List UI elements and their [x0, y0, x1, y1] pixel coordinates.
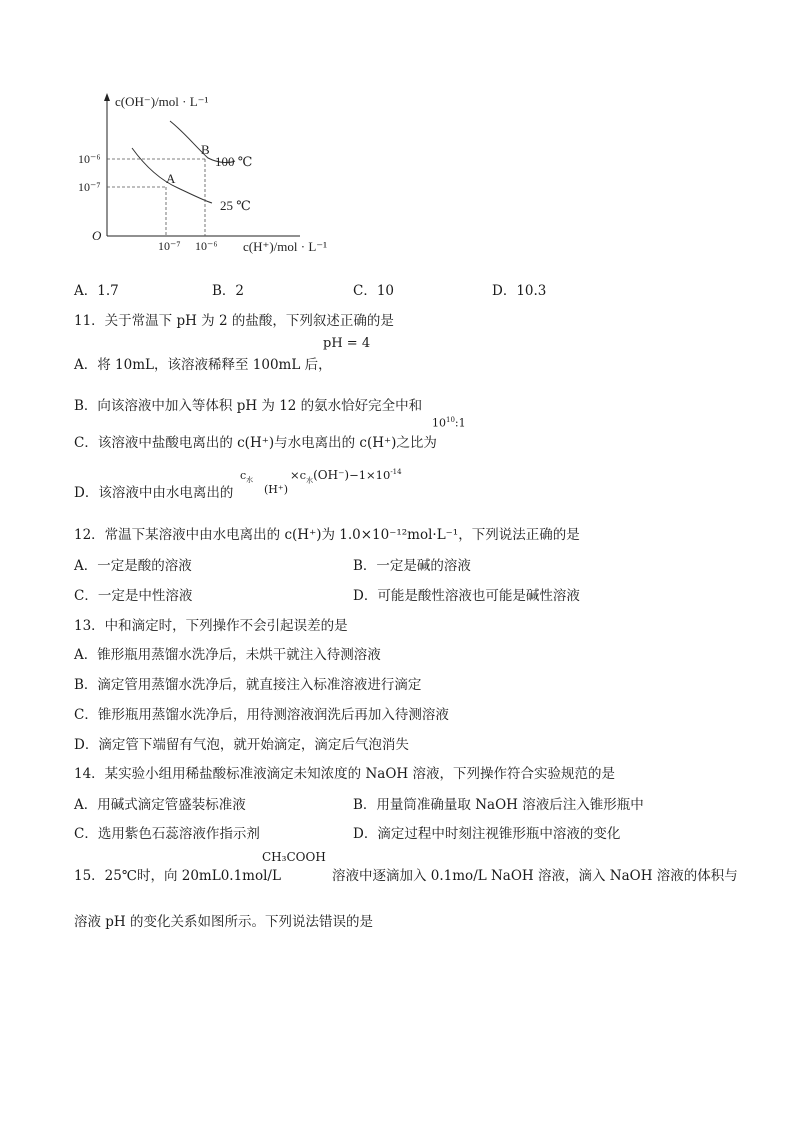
q15-stem-start: 15．25℃时，向 20mL0.1mol/L [74, 868, 281, 884]
q13-option-a: A．锥形瓶用蒸馏水洗净后，未烘干就注入待测溶液 [74, 647, 381, 663]
q15-stem-middle: 溶液中逐滴加入 0.1mo/L NaOH 溶液，滴入 NaOH 溶液的体积与 [332, 868, 738, 884]
ionization-diagram [60, 88, 360, 258]
q11-option-a-formula: pH = 4 [323, 336, 371, 351]
q10-option-c: C．10 [353, 283, 395, 299]
point-b-label: B [201, 142, 210, 157]
y-tick-1e-6: 10⁻⁶ [78, 152, 101, 166]
q15-formula: CH₃COOH [262, 850, 326, 864]
q12-option-c: C．一定是中性溶液 [74, 588, 193, 604]
q10-option-b: B．2 [212, 283, 245, 299]
q14-stem: 14．某实验小组用稀盐酸标准液滴定未知浓度的 NaOH 溶液，下列操作符合实验规范的是 [74, 766, 615, 782]
q14-option-c: C．选用紫色石蕊溶液作指示剂 [74, 826, 260, 842]
q15-stem-end: 溶液 pH 的变化关系如图所示。下列说法错误的是 [74, 914, 373, 930]
x-tick-1e-6: 10⁻⁶ [195, 239, 218, 253]
curve-25c-label: 25 ℃ [220, 198, 251, 213]
q12-option-b: B．一定是碱的溶液 [353, 558, 471, 574]
q11-option-a: A．将 10mL，该溶液稀释至 100mL 后， [74, 357, 332, 373]
q11-stem: 11．关于常温下 pH 为 2 的盐酸，下列叙述正确的是 [74, 313, 394, 329]
point-a-label: A [166, 171, 176, 186]
q10-option-d: D．10.3 [492, 283, 547, 299]
q14-option-b: B．用量筒准确量取 NaOH 溶液后注入锥形瓶中 [353, 797, 644, 813]
q11-option-b: B．向该溶液中加入等体积 pH 为 12 的氨水恰好完全中和 [74, 398, 423, 414]
q11-option-d-h: (H⁺) [264, 483, 288, 496]
q11-option-d-c1: $c_水$ [240, 469, 254, 485]
q14-option-d: D．滴定过程中时刻注视锥形瓶中溶液的变化 [353, 826, 621, 842]
q14-option-a: A．用碱式滴定管盛装标准液 [74, 797, 246, 813]
q13-option-c: C．锥形瓶用蒸馏水洗净后，用待测溶液润洗后再加入待测溶液 [74, 707, 449, 723]
y-axis-arrow [104, 93, 110, 101]
q12-option-a: A．一定是酸的溶液 [74, 558, 192, 574]
curve-100c-label: 100 ℃ [215, 154, 253, 169]
q12-stem: 12．常温下某溶液中由水电离出的 c(H⁺)为 1.0×10⁻¹²mol·L⁻¹，下列说法正确的是 [74, 527, 580, 543]
q13-option-d: D．滴定管下端留有气泡，就开始滴定，滴定后气泡消失 [74, 737, 409, 753]
q13-option-b: B．滴定管用蒸馏水洗净后，就直接注入标准溶液进行滴定 [74, 677, 422, 693]
q13-stem: 13．中和滴定时，下列操作不会引起误差的是 [74, 618, 348, 634]
q11-option-c: C．该溶液中盐酸电离出的 c(H⁺)与水电离出的 c(H⁺)之比为 [74, 435, 437, 451]
q11-option-c-formula: $10^{10}:1$ [432, 416, 466, 430]
y-axis-label: c(OH⁻)/mol · L⁻¹ [115, 94, 209, 109]
q10-option-a: A．1.7 [74, 283, 119, 299]
x-tick-1e-7: 10⁻⁷ [158, 239, 181, 253]
origin-label: O [92, 228, 102, 243]
x-axis-label: c(H⁺)/mol · L⁻¹ [243, 239, 328, 254]
q11-option-d: D．该溶液中由水电离出的 [74, 485, 234, 501]
q11-option-d-formula: $\times c_水(OH^-)-1\times 10^{-14}$ [290, 468, 402, 485]
y-tick-1e-7: 10⁻⁷ [78, 180, 101, 194]
q12-option-d: D．可能是酸性溶液也可能是碱性溶液 [353, 588, 580, 604]
